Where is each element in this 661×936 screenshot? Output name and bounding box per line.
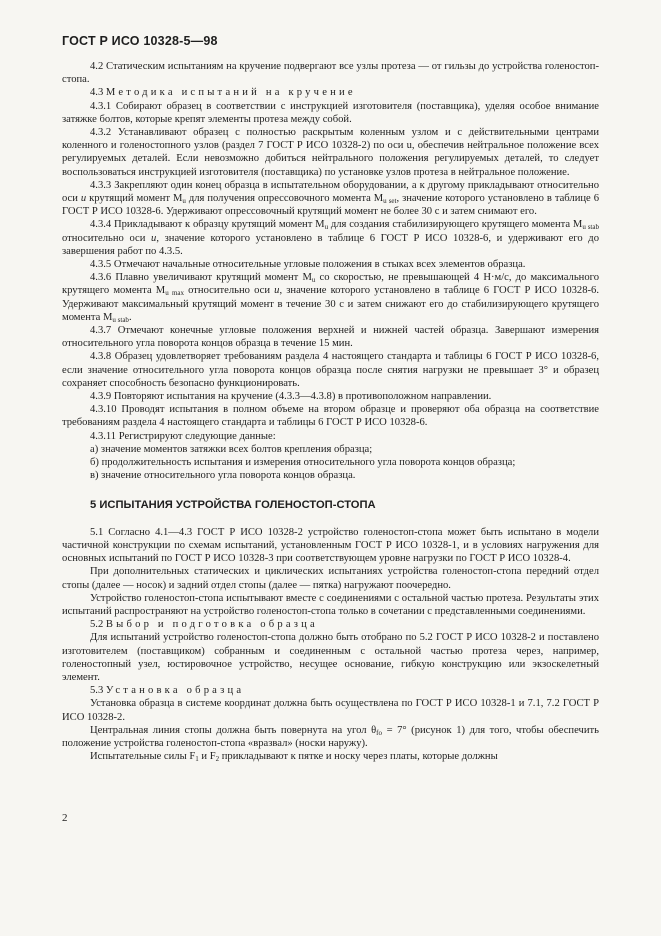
paragraph-4-3-3 <box>62 179 599 219</box>
text-run: 4.3.3 Закрепляют один конец образца в испытательном оборудовании, а к другому прикладывают относительно оси <box>62 179 599 205</box>
heading-5-3 <box>62 684 599 697</box>
heading-title: Выбор и подготовка образца <box>105 619 318 631</box>
heading-number: 5.2 <box>90 619 104 631</box>
text-run: , значение которого установлено в таблице 6 ГОСТ Р ИСО 10328-6. Удерживают максимальный крутящий момент в течение 30 с и затем снижают его до стабилизирующего крутящего момента M <box>62 285 599 323</box>
subscript: u <box>182 197 186 206</box>
paragraph-5-1-b: При дополнительных статических и циклических испытаниях устройства голеностоп-стопа передний отдел стопы (далее — носок) и задний отдел стопы (далее — пятка) нагружают поочередно. <box>62 566 599 591</box>
subscript: fo <box>376 728 383 737</box>
subscript: u stab <box>582 223 599 232</box>
list-item: а) значение моментов затяжки всех болтов крепления образца; <box>90 443 373 455</box>
subscript: u <box>311 276 316 285</box>
text-run: , значение которого установлено в таблице 6 ГОСТ Р ИСО 10328-6, и удерживают его до завершения работ по 4.3.5. <box>62 232 599 257</box>
document-header: ГОСТ Р ИСО 10328-5—98 <box>62 34 218 48</box>
paragraph-4-3-9: 4.3.9 Повторяют испытания на кручение (4.3.3—4.3.8) в противоположном направлении. <box>90 391 492 403</box>
heading-number: 4.3 <box>90 87 104 99</box>
text-run: крутящий момент M <box>86 193 183 205</box>
text-run: относительно оси <box>184 285 275 297</box>
subscript: u stab <box>112 315 129 324</box>
text-run: 4.3.4 Прикладывают к образцу крутящий момент M <box>90 219 325 231</box>
paragraph-4-3-11: 4.3.11 Регистрируют следующие данные: <box>90 430 276 442</box>
text-run: относительно оси <box>62 232 152 244</box>
heading-title: Методика испытаний на кручение <box>105 87 356 99</box>
document-body <box>62 60 599 763</box>
paragraph-4-3-2: 4.3.2 Устанавливают образец с полностью раскрытым коленным узлом и с действительными центрами коленного и голеностопного узлов (раздел 7 ГОСТ Р ИСО 10328-2) по оси u, обеспечив нейтральное положение всех регулируемых деталей. Если невозможно добиться нейтрального положения регулируемых деталей, то следует воспользоваться инструкцией изготовителя (поставщика) по установке узлов протеза в нейтральное положение. <box>62 127 599 178</box>
text-run: и F <box>198 751 216 763</box>
paragraph-5-1: 5.1 Согласно 4.1—4.3 ГОСТ Р ИСО 10328-2 устройство голеностоп-стопа может быть испытано в модели частичной конструкции по схемам испытаний, установленным ГОСТ Р ИСО 10328-1, и в условиях нагружения для основных испытаний по ГОСТ Р ИСО 10328-3 при соответствующем уровне нагрузки по ГОСТ Р ИСО 10328-4. <box>62 526 599 565</box>
text-run: прикладывают к пятке и носку через платы, которые должны <box>219 751 498 763</box>
text-run: Центральная линия стопы должна быть повернута на угол θ <box>90 724 377 736</box>
heading-title: Установка образца <box>105 685 245 697</box>
heading-5-2 <box>62 618 599 631</box>
paragraph-4-3-5: 4.3.5 Отмечают начальные относительные угловые положения в стыках всех элементов образца. <box>90 259 526 271</box>
paragraph-4-3-10: 4.3.10 Проводят испытания в полном объеме на втором образце и проверяют оба образца на соответствие требованиям раздела 4 настоящего стандарта и таблицы 6 ГОСТ Р ИСО 10328-6. <box>62 404 599 429</box>
text-run: u <box>274 285 280 297</box>
text-run: для получения опрессовочного момента M <box>185 193 384 205</box>
text-run: u <box>80 193 87 205</box>
paragraph-5-3-c <box>62 750 599 763</box>
text-run: для создания стабилизирующего крутящего момента M <box>328 219 583 231</box>
paragraph-4-3-1: 4.3.1 Собирают образец в соответствии с инструкцией изготовителя (поставщика), уделяя особое внимание затяжке болтов, которые крепят элементы протеза между собой. <box>62 100 599 125</box>
heading-number: 5.3 <box>90 685 104 697</box>
list-item: в) значение относительного угла поворота концов образца. <box>90 470 356 482</box>
paragraph-4-3-8: 4.3.8 Образец удовлетворяет требованиям раздела 4 настоящего стандарта и таблицы 6 ГОСТ Р ИСО 10328-6, если значение относительного угла поворота концов образца после снятия нагрузки не превышает 3° и образец сохраняет способность безопасно функционировать. <box>62 351 599 389</box>
subscript: 2 <box>215 755 220 764</box>
text-run: = 7° (рисунок 1) для того, чтобы обеспечить положение устройства голеностоп-стопа «вразвал» (носки наружу). <box>62 724 599 749</box>
section-5-title: 5 ИСПЫТАНИЯ УСТРОЙСТВА ГОЛЕНОСТОП-СТОПА <box>90 498 376 511</box>
text-run: , значение которого установлено в таблице 6 ГОСТ Р ИСО 10328-6. Удерживают опрессовочный крутящий момент не более 30 с и затем снимают его. <box>62 193 599 218</box>
subscript: u max <box>165 289 185 298</box>
subscript: 1 <box>195 755 199 764</box>
paragraph-4-3-7: 4.3.7 Отмечают конечные угловые положения верхней и нижней частей образца. Завершают измерения относительного угла поворота концов образца в течение 15 мин. <box>62 325 599 350</box>
paragraph-5-1-c: Устройство голеностоп-стопа испытывают вместе с соединениями с остальной частью протеза. Результаты этих испытаний распространяют на устройство голеностоп-стопа только в сочетании с представленными соединениями. <box>62 592 599 617</box>
subscript: u set <box>383 197 397 206</box>
paragraph-5-2: Для испытаний устройство голеностоп-стопа должно быть отобрано по 5.2 ГОСТ Р ИСО 10328-2 и поставлено изготовителем (поставщиком) собранным и соединенным с остальной частью протеза через, например, голеностопный узел, юстировочное устройство, несущее основание, гибкую конструкцию или экзоскелетный элемент. <box>62 632 599 683</box>
paragraph-5-3: Установка образца в системе координат должна быть осуществлена по ГОСТ Р ИСО 10328-1 и 7.1, 7.2 ГОСТ Р ИСО 10328-2. <box>62 698 599 723</box>
paragraph-5-3-b <box>62 724 599 750</box>
paragraph-4-3-4 <box>62 218 599 258</box>
list-item: б) продолжительность испытания и измерения относительного угла поворота концов образца; <box>90 457 516 469</box>
text-run: . <box>128 311 132 323</box>
paragraph-4-3-6 <box>62 271 599 324</box>
text-run: Испытательные силы F <box>90 751 196 763</box>
page-number: 2 <box>62 812 68 824</box>
text-run: со скоростью, не превышающей 4 Н·м/с, до максимального крутящего момента M <box>62 272 599 297</box>
subscript: u <box>324 223 329 232</box>
heading-4-3 <box>62 86 599 99</box>
text-run: 4.3.6 Плавно увеличивают крутящий момент M <box>90 272 312 284</box>
text-run: u <box>151 232 157 244</box>
paragraph-4-2: 4.2 Статическим испытаниям на кручение подвергают все узлы протеза — от гильзы до устройства голеностоп-стопа. <box>62 61 599 86</box>
